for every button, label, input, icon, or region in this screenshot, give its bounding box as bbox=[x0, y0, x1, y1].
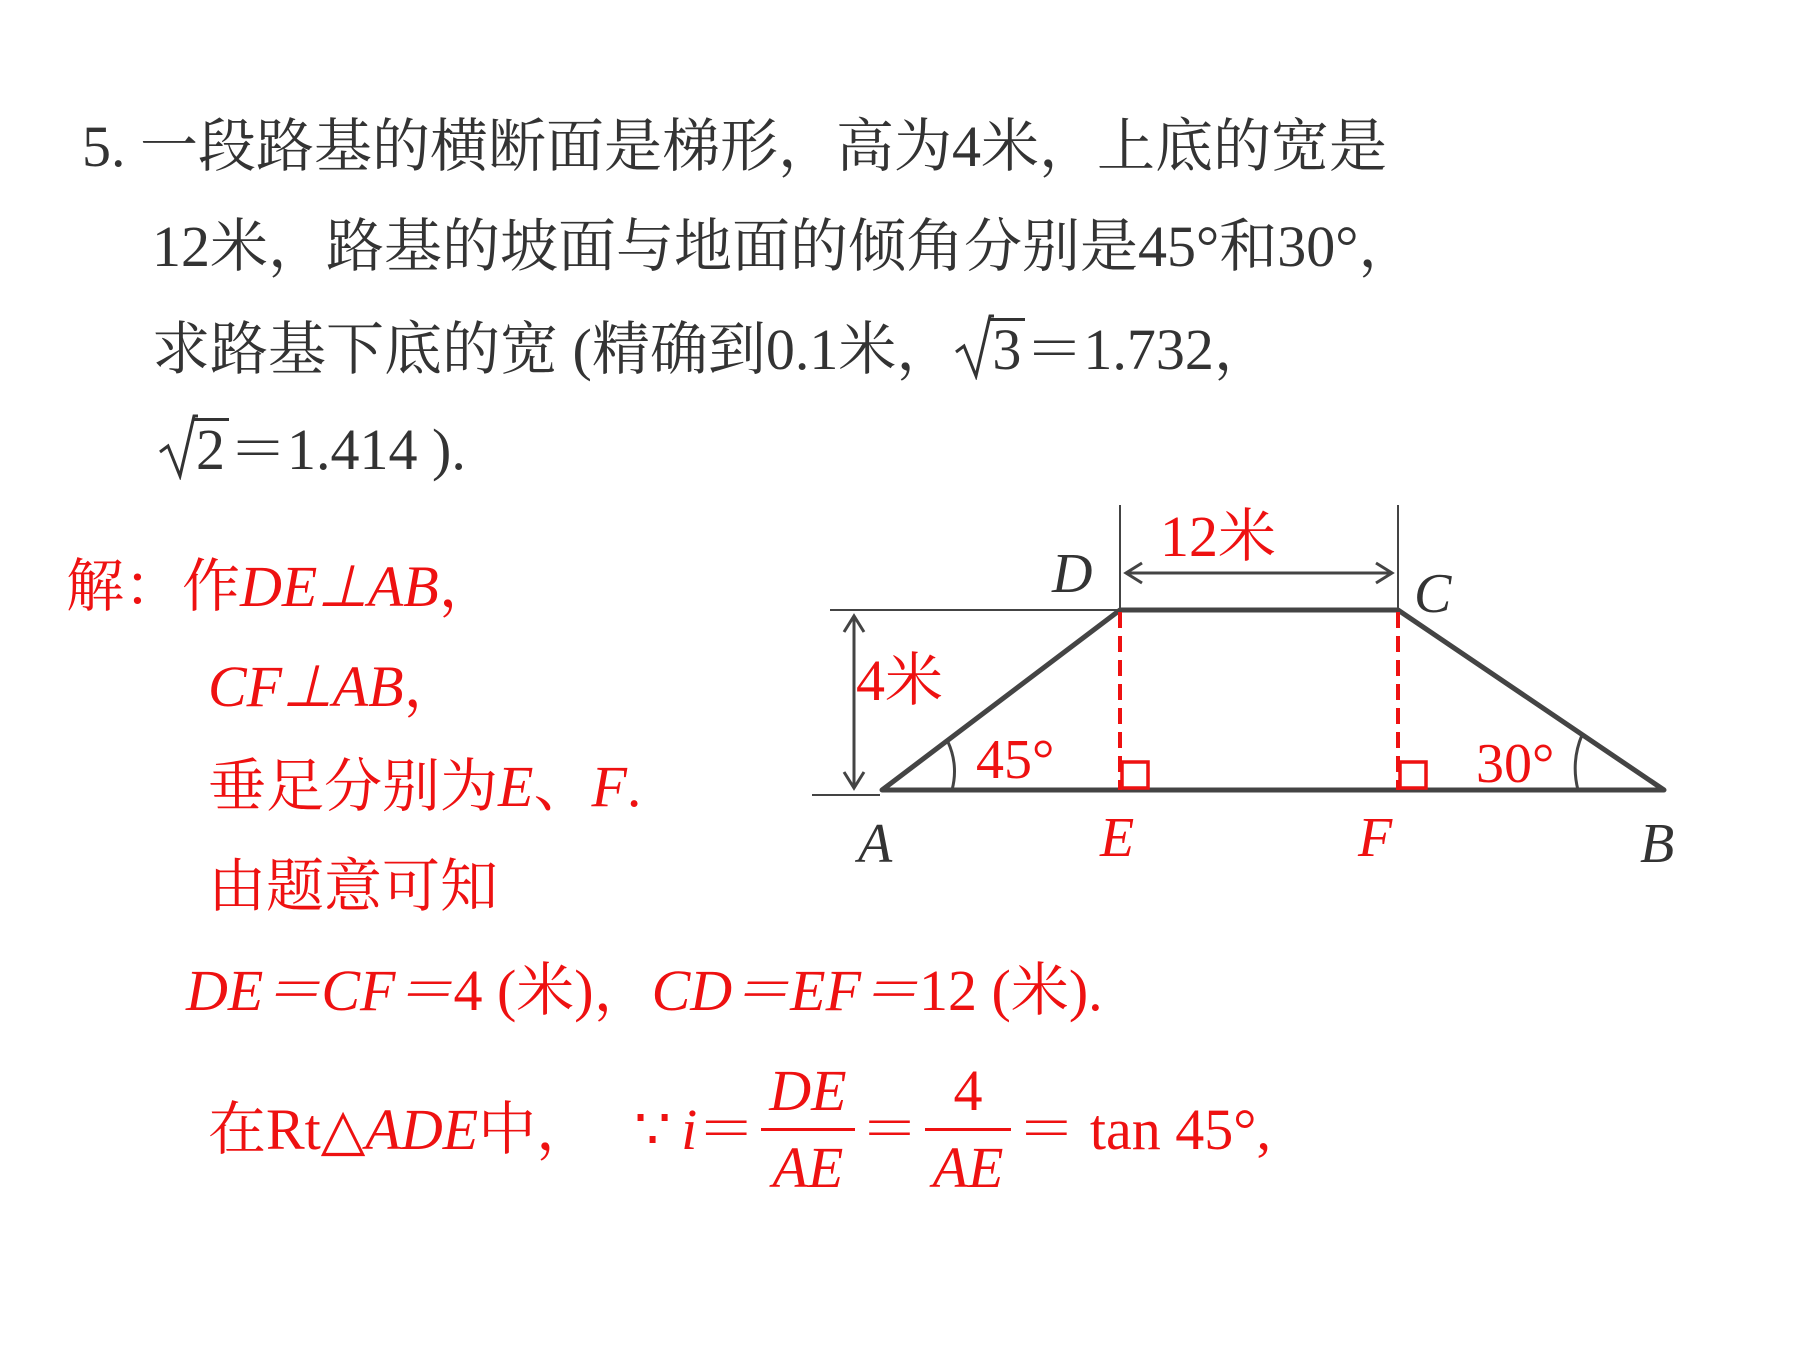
solution-line-5 bbox=[186, 958, 1103, 1023]
radical-icon bbox=[158, 410, 198, 480]
solution-text-5a: DE＝CF＝ bbox=[186, 958, 454, 1023]
solution-text-1b: DE⊥AB bbox=[240, 554, 439, 619]
tan-45-expression: ＝ tan 45°, bbox=[1017, 1096, 1271, 1162]
question-text-4b: ＝1.414 ). bbox=[229, 417, 466, 482]
solution-text-6a: 在Rt△ bbox=[208, 1096, 366, 1162]
sqrt-3-radicand: 3 bbox=[990, 318, 1025, 379]
label-b: B bbox=[1640, 813, 1675, 875]
sqrt-2 bbox=[158, 417, 229, 482]
solution-text-1c: ， bbox=[438, 554, 497, 619]
question-line-3 bbox=[152, 317, 1272, 382]
solution-text-1a: 解：作 bbox=[66, 554, 241, 619]
fraction-2-numerator: 4 bbox=[953, 1058, 983, 1123]
right-angle-mark-e bbox=[1122, 762, 1148, 788]
solution-text-2a: CF⊥AB bbox=[208, 654, 404, 719]
top-width-label: 12米 bbox=[1160, 504, 1277, 569]
solution-line-6 bbox=[208, 1058, 1271, 1200]
label-a: A bbox=[858, 813, 893, 875]
question-line-2 bbox=[152, 214, 1417, 279]
question-text-1: 5. 一段路基的横断面是梯形，高为4米，上底的宽是 bbox=[82, 114, 1388, 179]
angle-arc-b bbox=[1575, 735, 1582, 790]
angle-left-label: 45° bbox=[976, 729, 1055, 791]
question-text-2: 12米，路基的坡面与地面的倾角分别是45°和30°， bbox=[152, 214, 1417, 279]
angle-right-label: 30° bbox=[1476, 733, 1555, 795]
solution-text-3a: 垂足分别为 bbox=[208, 754, 499, 819]
solution-text-5c: CD＝EF＝ bbox=[651, 958, 920, 1023]
solution-text-3d: F bbox=[591, 754, 627, 819]
fraction-1-numerator: DE bbox=[769, 1058, 847, 1123]
sqrt-3 bbox=[954, 317, 1025, 382]
height-label: 4米 bbox=[856, 648, 944, 713]
fraction-1-denominator: AE bbox=[761, 1128, 854, 1197]
fraction-4-ae bbox=[925, 1058, 1012, 1200]
angle-arc-a bbox=[948, 742, 955, 790]
radical-icon bbox=[954, 310, 994, 380]
solution-text-3c: 、 bbox=[533, 754, 592, 819]
fraction-2-denominator: AE bbox=[925, 1128, 1012, 1197]
label-e: E bbox=[1100, 807, 1135, 869]
label-d: D bbox=[1052, 543, 1093, 605]
trapezoid-diagram bbox=[780, 480, 1700, 900]
sqrt-2-radicand: 2 bbox=[194, 418, 229, 479]
solution-text-5b: 4 (米)， bbox=[453, 958, 652, 1023]
solution-text-3b: E bbox=[498, 754, 534, 819]
solution-text-6b: ADE bbox=[365, 1096, 479, 1162]
equals-1: ＝ bbox=[697, 1096, 756, 1162]
question-text-3a: 求路基下底的宽 (精确到0.1米， bbox=[152, 317, 955, 382]
question-line-4 bbox=[158, 417, 466, 482]
solution-line-2 bbox=[208, 654, 462, 719]
label-f: F bbox=[1358, 807, 1393, 869]
label-c: C bbox=[1414, 563, 1452, 625]
question-line-1 bbox=[82, 114, 1388, 179]
equals-2: ＝ bbox=[860, 1096, 919, 1162]
solution-text-4: 由题意可知 bbox=[208, 854, 499, 919]
solution-line-3 bbox=[208, 754, 642, 819]
fraction-de-ae bbox=[761, 1058, 854, 1200]
solution-text-2b: ， bbox=[403, 654, 462, 719]
solution-text-3e: . bbox=[626, 754, 642, 819]
question-text-3b: ＝1.732， bbox=[1025, 317, 1272, 382]
solution-line-4 bbox=[208, 854, 499, 919]
solution-line-1 bbox=[66, 554, 497, 619]
right-angle-mark-f bbox=[1400, 762, 1426, 788]
solution-text-6c: 中， bbox=[478, 1096, 595, 1162]
solution-text-5d: 12 (米). bbox=[919, 958, 1103, 1023]
because-symbol: ∵ bbox=[634, 1096, 672, 1162]
slope-i: i bbox=[681, 1096, 698, 1162]
